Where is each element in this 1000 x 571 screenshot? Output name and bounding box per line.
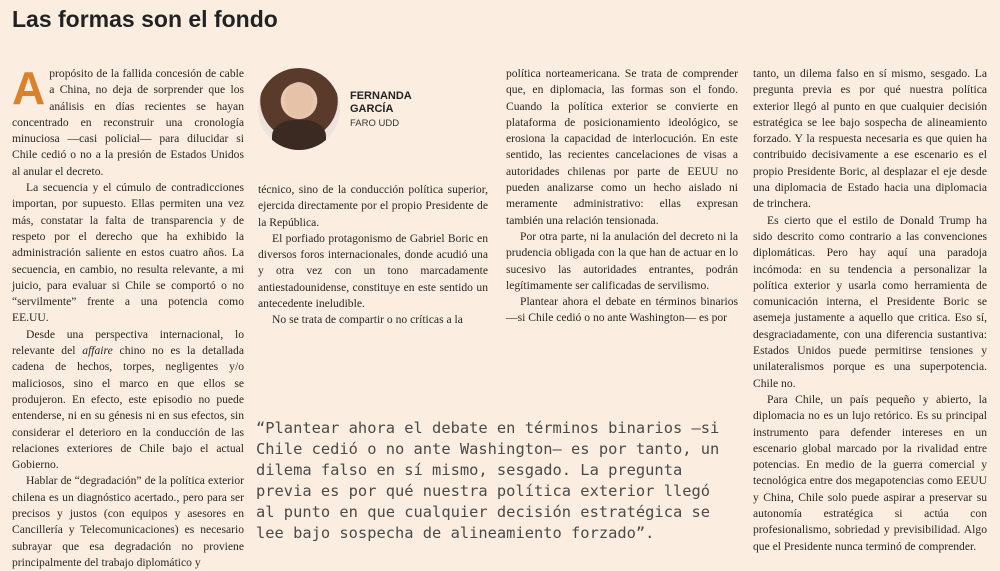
author-byline bbox=[258, 68, 488, 158]
paragraph: El porfiado protagonismo de Gabriel Boric en diversos foros internacionales, donde acudió una y otra vez con un tono marcadamente antiestadounidense, constituye en este sentido un antecedente ineludible. bbox=[258, 231, 488, 311]
paragraph: Por otra parte, ni la anulación del decreto ni la prudencia obligada con la que han de actuar en lo sucesivo las autoridades entrantes, podrán legítimamente ser calificadas de servilismo. bbox=[506, 229, 738, 292]
paragraph: No se trata de compartir o no críticas a la bbox=[272, 313, 463, 327]
author-organization: FARO UDD bbox=[350, 118, 400, 129]
headline: Las formas son el fondo bbox=[12, 6, 278, 32]
drop-cap: A bbox=[12, 62, 46, 114]
paragraph: propósito de la fallida concesión de cable a China, no deja de sorprender que los análisis en días recientes se hayan concentrado en reconstruir una cronología minuciosa —casi policial— para dilucidar si Chile cedió o no a la presión de Estados Unidos al anular el decreto. bbox=[12, 67, 244, 178]
paragraph: Plantear ahora el debate en términos binarios —si Chile cedió o no ante Washington— es por bbox=[506, 295, 738, 325]
paragraph: Es cierto que el estilo de Donald Trump ha sido descrito como contrario a las convenciones diplomáticas. Pero hay aquí una paradoja incómoda: en su tendencia a personalizar la política exterior y usarla como herramienta de comunicación interna, el Presidente Boric se asemeja justamente a aquello que critica. Eso sí, desgraciadamente, con una diferencia sustantiva: Estados Unidos puede permitirse tensiones y unilateralismos porque es una superpotencia. Chile no. bbox=[753, 213, 987, 390]
paragraph: Para Chile, un país pequeño y abierto, la diplomacia no es un lujo retórico. Es su principal instrumento para defender intereses en un escenario global marcado por la rivalidad entre potencias. En medio de la guerra comercial y tecnológica entre dos megapotencias como EEUU y China, Chile solo puede aspirar a preservar su autonomía estratégica si actúa con profesionalismo, sobriedad y previsibilidad. Algo que el Presidente nunca terminó de comprender. bbox=[753, 392, 987, 553]
author-name bbox=[350, 90, 412, 116]
paragraph: política norteamericana. Se trata de comprender que, en diplomacia, las formas son el fondo. Cuando la política exterior se convierte en plataforma de posicionamiento ideológico, se erosiona la capacidad de interlocución. En este sentido, las recientes cancelaciones de visas a autoridades chilenas por parte de EEUU no pueden analizarse como un hecho aislado ni meramente administrativo: ellas expresan también una relación tensionada. bbox=[506, 67, 738, 227]
author-photo bbox=[258, 68, 340, 150]
author-photo-body bbox=[272, 120, 326, 150]
paragraph: La secuencia y el cúmulo de contradicciones importan, por supuesto. Ellas permiten una vez más, constatar la falta de transparencia y de respeto por el derecho que ha exhibido la administración saliente en estos cuatro años. La secuencia, en cambio, no resulta relevante, a mi juicio, para evaluar si Chile se comportó o no “servilmente” frente a una potencia como EE.UU. bbox=[12, 181, 244, 325]
author-name-first: FERNANDA bbox=[350, 90, 412, 102]
author-photo-face bbox=[285, 82, 313, 118]
paragraph-text: Desde una perspectiva internacional, lo relevante del bbox=[12, 327, 244, 358]
paragraph: tanto, un dilema falso en sí mismo, sesgado. La pregunta previa es por qué nuestra política exterior llegó al punto en que cualquier decisión estratégica se lee bajo sospecha de alineamiento forzado. Y la respuesta necesaria es que quien ha contribuido decisivamente a ese escenario es el propio Presidente Boric, al desplazar el eje desde una diplomacia de Estado hacia una diplomacia de trinchera. bbox=[753, 67, 987, 211]
paragraph: técnico, sino de la conducción política superior, ejercida directamente por el propio Presidente de la República. bbox=[258, 183, 488, 229]
article-column-1 bbox=[12, 62, 244, 571]
paragraph-text: chino no es la detallada cadena de hechos, torpes, negligentes y/o maliciosos, sino el marco en que ellos se produjeron. En efecto, este episodio no puede entenderse, ni en su génesis ni en sus efectos, sin considerar el deterioro en la conducción de las relaciones exteriores de Chile bajo el actual Gobierno. bbox=[12, 344, 244, 472]
author-name-last: GARCÍA bbox=[350, 103, 394, 115]
article-column-2 bbox=[258, 182, 488, 329]
italic-term: affaire bbox=[82, 344, 113, 358]
article-column-4 bbox=[753, 66, 987, 555]
paragraph: Hablar de “degradación” de la política exterior chilena es un diagnóstico acertado., pero para ser precisos y justos (con equipos y asesores en Cancillería y Telecomunicaciones) es necesario subrayar que esa degradación no proviene principalmente del trabajo diplomático y bbox=[12, 474, 244, 569]
pull-quote: “Plantear ahora el debate en términos binarios —si Chile cedió o no ante Washington— es por tanto, un dilema falso en sí mismo, sesgado. La pregunta previa es por qué nuestra política exterior llegó al punto en que cualquier decisión estratégica se lee bajo sospecha de alineamiento forzado”. bbox=[256, 419, 720, 542]
paragraph bbox=[12, 327, 244, 474]
article-column-3 bbox=[506, 66, 738, 327]
